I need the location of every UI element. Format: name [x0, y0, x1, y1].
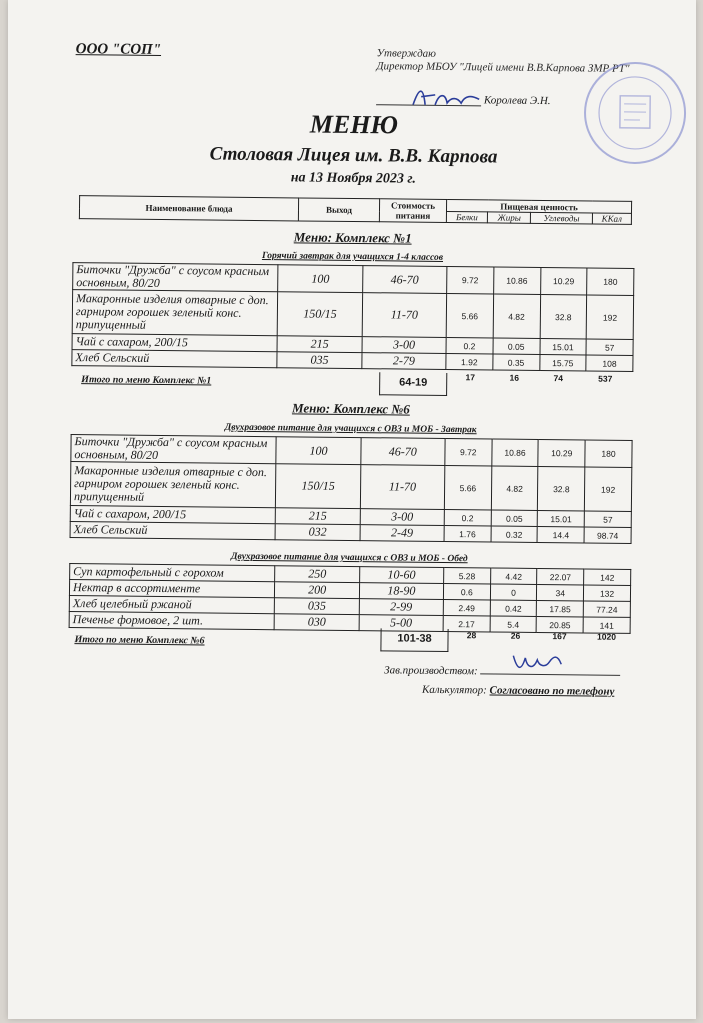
dish-output: 100 — [278, 265, 363, 293]
dish-proteins: 2.17 — [443, 615, 490, 631]
approval-position: Директор МБОУ "Лицей имени В.В.Карпова ЗМР РТ" — [376, 60, 630, 75]
dish-name: Суп картофельный с горохом — [70, 564, 276, 582]
dish-carbs: 20.85 — [536, 616, 583, 632]
dish-carbs: 10.29 — [538, 439, 585, 466]
complex6-breakfast-subtitle: Двухразовое питание для учащихся с ОВЗ и МОБ - Завтрак — [224, 422, 477, 436]
dish-fats: 0.05 — [493, 338, 540, 354]
production-manager-label: Зав.производством: — [384, 664, 478, 678]
complex1-total-proteins: 17 — [465, 372, 476, 383]
dish-name: Биточки "Дружба" с соусом красным основным, 80/20 — [73, 263, 279, 292]
complex6-total-label: Итого по меню Комплекс №6 — [74, 634, 205, 647]
dish-kcal: 77.24 — [583, 601, 630, 617]
dish-kcal: 108 — [586, 355, 633, 371]
dish-cost: 11-70 — [362, 293, 447, 338]
dish-kcal: 192 — [586, 295, 633, 339]
complex6-lunch-table — [69, 563, 632, 634]
complex1-table — [71, 262, 634, 372]
complex6-breakfast-table — [70, 434, 633, 544]
complex1-title: Меню: Комплекс №1 — [293, 229, 412, 246]
dish-cost: 3-00 — [362, 337, 446, 354]
canteen-name: Столовая Лицея им. В.В. Карпова — [209, 143, 498, 168]
dish-name: Печенье формовое, 2 шт. — [69, 612, 275, 630]
dish-proteins: 5.28 — [444, 567, 491, 583]
dish-name: Хлеб Сельский — [70, 522, 276, 540]
dish-name: Хлеб целебный ржаной — [69, 596, 275, 614]
calculator-label: Калькулятор: — [421, 683, 487, 697]
dish-kcal: 142 — [584, 569, 631, 585]
dish-cost: 18-90 — [359, 583, 443, 600]
dish-cost: 46-70 — [362, 266, 446, 294]
complex6-total-proteins: 28 — [466, 630, 477, 641]
dish-proteins: 1.76 — [444, 525, 491, 541]
dish-kcal: 132 — [584, 585, 631, 601]
dish-kcal: 180 — [585, 440, 632, 467]
dish-proteins: 0.2 — [446, 337, 493, 353]
menu-date: на 13 Ноября 2023 г. — [290, 170, 417, 187]
dish-output: 200 — [275, 582, 359, 599]
complex1-total-fats: 16 — [509, 372, 520, 383]
dish-output: 035 — [277, 352, 362, 369]
complex6-total-fats: 26 — [510, 630, 521, 641]
dish-output: 150/15 — [278, 292, 363, 337]
complex6-total-carbs: 167 — [552, 631, 567, 642]
dish-carbs: 15.01 — [538, 510, 585, 526]
complex1-subtitle: Горячий завтрак для учащихся 1-4 классов — [261, 251, 444, 263]
complex1-total-kcal: 537 — [598, 373, 613, 384]
dish-cost: 3-00 — [360, 509, 444, 526]
dish-fats: 4.82 — [491, 466, 538, 510]
dish-carbs: 15.01 — [540, 338, 587, 354]
dish-kcal: 57 — [584, 511, 631, 527]
calculator-row — [422, 684, 615, 698]
dish-cost: 10-60 — [359, 567, 443, 584]
complex1-total-label: Итого по меню Комплекс №1 — [81, 374, 212, 387]
column-header-table — [79, 195, 632, 225]
complex1-total-carbs: 74 — [553, 373, 564, 384]
dish-proteins: 5.66 — [444, 465, 491, 509]
dish-kcal: 180 — [587, 268, 634, 295]
dish-name: Нектар в ассортименте — [69, 580, 275, 598]
director-signature-icon — [405, 83, 485, 114]
dish-carbs: 14.4 — [537, 526, 584, 542]
dish-fats: 0.35 — [493, 354, 540, 370]
dish-name: Макаронные изделия отварные с доп. гарниром горошек зеленый конс. припущенный — [72, 290, 278, 336]
dish-kcal: 98.74 — [584, 527, 631, 543]
dish-carbs: 15.75 — [539, 354, 586, 370]
complex6-lunch-subtitle: Двухразовое питание для учащихся с ОВЗ и МОБ - Обед — [230, 551, 468, 565]
dish-output: 215 — [276, 508, 361, 525]
dish-fats: 0.32 — [491, 526, 538, 542]
dish-fats: 0 — [490, 584, 537, 600]
dish-carbs: 10.29 — [540, 267, 587, 294]
dish-cost: 2-99 — [359, 599, 443, 616]
dish-cost: 2-79 — [362, 353, 446, 370]
dish-output: 035 — [275, 598, 359, 615]
dish-kcal: 192 — [585, 467, 632, 511]
dish-name: Макаронные изделия отварные с доп. гарниром горошек зеленый конс. припущенный — [70, 462, 276, 508]
organization-name: ООО "СОП" — [75, 41, 162, 58]
col-kcal-header: ККал — [592, 213, 631, 224]
production-signature-icon — [509, 650, 569, 677]
complex6-title: Меню: Комплекс №6 — [291, 400, 410, 417]
approval-label: Утверждаю — [376, 47, 436, 60]
dish-cost: 5-00 — [359, 615, 443, 632]
dish-carbs: 17.85 — [537, 600, 584, 616]
dish-fats: 4.42 — [490, 568, 537, 584]
dish-proteins: 9.72 — [447, 266, 494, 293]
dish-output: 150/15 — [276, 464, 361, 509]
dish-output: 250 — [275, 566, 359, 583]
dish-proteins: 0.6 — [443, 583, 490, 599]
dish-fats: 10.86 — [493, 267, 540, 294]
dish-name: Чай с сахаром, 200/15 — [70, 506, 276, 524]
col-output-header: Выход — [298, 198, 379, 222]
col-proteins-header: Белки — [446, 211, 487, 222]
dish-kcal: 57 — [586, 339, 633, 355]
col-fats-header: Жиры — [487, 212, 530, 223]
dish-carbs: 32.8 — [540, 294, 587, 338]
production-manager-row — [384, 660, 620, 678]
calculator-value: Согласовано по телефону — [489, 684, 615, 698]
dish-fats: 0.05 — [491, 510, 538, 526]
dish-fats: 5.4 — [490, 616, 537, 632]
dish-fats: 10.86 — [492, 439, 539, 466]
dish-kcal: 141 — [583, 617, 630, 633]
dish-output: 032 — [275, 524, 360, 541]
dish-output: 100 — [276, 437, 361, 465]
dish-proteins: 1.92 — [446, 353, 493, 369]
dish-proteins: 9.72 — [445, 438, 492, 465]
dish-carbs: 32.8 — [538, 466, 585, 510]
page-title: МЕНЮ — [309, 109, 399, 140]
col-name-header: Наименование блюда — [79, 196, 298, 221]
complex6-total-kcal: 1020 — [597, 631, 617, 642]
dish-name: Хлеб Сельский — [72, 350, 278, 368]
dish-carbs: 34 — [537, 584, 584, 600]
col-carbs-header: Углеводы — [531, 212, 593, 224]
col-nutrition-header: Пищевая ценность — [446, 199, 631, 213]
complex1-total-cost: 64-19 — [379, 372, 447, 396]
document-sheet — [8, 0, 696, 1019]
dish-fats: 0.42 — [490, 600, 537, 616]
dish-proteins: 0.2 — [444, 509, 491, 525]
dish-fats: 4.82 — [493, 294, 540, 338]
menu-row — [72, 290, 633, 340]
menu-row — [70, 462, 631, 512]
dish-output: 215 — [277, 336, 362, 353]
approver-name: Королева Э.Н. — [483, 94, 551, 108]
dish-cost: 46-70 — [361, 438, 445, 466]
dish-name: Чай с сахаром, 200/15 — [72, 334, 278, 352]
dish-name: Биточки "Дружба" с соусом красным основным, 80/20 — [71, 435, 277, 464]
dish-cost: 11-70 — [360, 465, 445, 510]
dish-output: 030 — [275, 614, 359, 631]
dish-carbs: 22.07 — [537, 568, 584, 584]
col-cost-header: Стоимость питания — [379, 199, 446, 223]
dish-cost: 2-49 — [360, 525, 444, 542]
dish-proteins: 5.66 — [446, 293, 493, 337]
dish-proteins: 2.49 — [443, 599, 490, 615]
complex6-total-cost: 101-38 — [380, 628, 448, 652]
